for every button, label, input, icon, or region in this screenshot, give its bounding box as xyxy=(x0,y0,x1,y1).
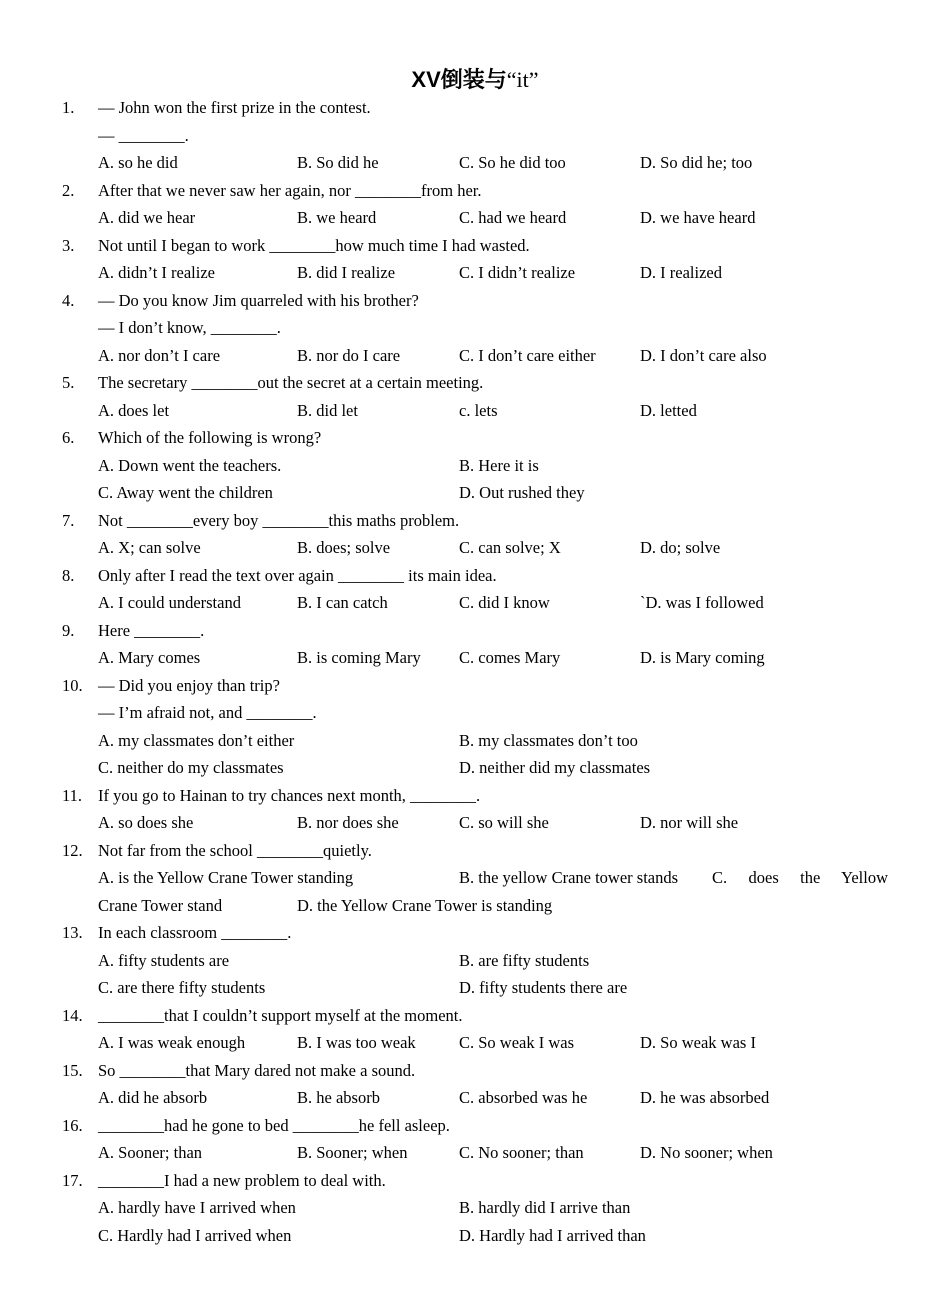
question-stem: If you go to Hainan to try chances next month, ________. xyxy=(98,786,481,805)
question-number: 11. xyxy=(62,786,83,805)
option-b: B. are fifty students xyxy=(459,951,590,970)
option-b: B. did I realize xyxy=(297,263,396,282)
option-c: C. had we heard xyxy=(459,208,567,227)
option-a: A. I was weak enough xyxy=(98,1033,246,1052)
title-prefix: XV xyxy=(411,67,441,92)
option-d: D. is Mary coming xyxy=(640,648,765,667)
option-d: D. Out rushed they xyxy=(459,483,585,502)
option-d: D. we have heard xyxy=(640,208,756,227)
option-a: A. did we hear xyxy=(98,208,196,227)
option-d: D. I don’t care also xyxy=(640,346,767,365)
option-c: C. can solve; X xyxy=(459,538,561,557)
option-a: A. my classmates don’t either xyxy=(98,731,295,750)
option-d: D. So weak was I xyxy=(640,1033,756,1052)
question-number: 9. xyxy=(62,621,75,640)
option-d: D. nor will she xyxy=(640,813,739,832)
question-number: 7. xyxy=(62,511,75,530)
option-a: A. hardly have I arrived when xyxy=(98,1198,296,1217)
question-stem: Only after I read the text over again ________ its main idea. xyxy=(98,566,497,585)
option-a: A. so does she xyxy=(98,813,194,832)
option-a: A. Sooner; than xyxy=(98,1143,203,1162)
option-c-continued: Crane Tower stand xyxy=(98,896,223,915)
question-stem: Not far from the school ________quietly. xyxy=(98,841,372,860)
question-number: 14. xyxy=(62,1006,83,1025)
option-d: D. the Yellow Crane Tower is standing xyxy=(297,896,553,915)
option-b: B. So did he xyxy=(297,153,379,172)
option-a: A. didn’t I realize xyxy=(98,263,215,282)
option-b: B. did let xyxy=(297,401,358,420)
question-stem: Here ________. xyxy=(98,621,205,640)
option-c: C. did I know xyxy=(459,593,550,612)
question-number: 3. xyxy=(62,236,75,255)
question-number: 6. xyxy=(62,428,75,447)
option-a: A. fifty students are xyxy=(98,951,230,970)
question-stem: Which of the following is wrong? xyxy=(98,428,322,447)
question-stem: Not ________every boy ________this maths problem. xyxy=(98,511,460,530)
question-stem: ________had he gone to bed ________he fell asleep. xyxy=(98,1116,450,1135)
option-b: B. my classmates don’t too xyxy=(459,731,638,750)
option-b: B. I was too weak xyxy=(297,1033,416,1052)
question-stem: So ________that Mary dared not make a sound. xyxy=(98,1061,416,1080)
option-a: A. I could understand xyxy=(98,593,241,612)
option-b: B. Sooner; when xyxy=(297,1143,408,1162)
option-c: C. Away went the children xyxy=(98,483,273,502)
question-stem: — Do you know Jim quarreled with his brother? xyxy=(98,291,419,310)
option-b: B. hardly did I arrive than xyxy=(459,1198,631,1217)
title-quoted: “it” xyxy=(506,67,539,92)
option-c: C. So weak I was xyxy=(459,1033,575,1052)
question-number: 10. xyxy=(62,676,83,695)
question-number: 13. xyxy=(62,923,83,942)
question-stem: — ________. xyxy=(98,126,189,145)
option-d: `D. was I followed xyxy=(640,593,764,612)
option-c: C. So he did too xyxy=(459,153,566,172)
option-d: D. Hardly had I arrived than xyxy=(459,1226,646,1245)
option-d: D. do; solve xyxy=(640,538,721,557)
option-b: B. I can catch xyxy=(297,593,388,612)
option-d: D. neither did my classmates xyxy=(459,758,651,777)
option-b: B. we heard xyxy=(297,208,377,227)
option-b: B. nor do I care xyxy=(297,346,401,365)
option-b: B. nor does she xyxy=(297,813,399,832)
question-stem: — I don’t know, ________. xyxy=(98,318,281,337)
option-c: c. lets xyxy=(459,401,498,420)
question-number: 2. xyxy=(62,181,75,200)
option-b: B. the yellow Crane tower stands xyxy=(459,868,679,887)
question-stem: After that we never saw her again, nor ________from her. xyxy=(98,181,482,200)
title-chinese: 倒装与 xyxy=(440,68,507,93)
option-d: D. So did he; too xyxy=(640,153,753,172)
option-a: A. Down went the teachers. xyxy=(98,456,282,475)
option-d: D. he was absorbed xyxy=(640,1088,770,1107)
question-number: 16. xyxy=(62,1116,83,1135)
option-b: B. is coming Mary xyxy=(297,648,421,667)
option-c: C. are there fifty students xyxy=(98,978,266,997)
question-stem: ________that I couldn’t support myself at the moment. xyxy=(98,1006,463,1025)
option-c: C. absorbed was he xyxy=(459,1088,588,1107)
question-number: 17. xyxy=(62,1171,83,1190)
question-stem: In each classroom ________. xyxy=(98,923,292,942)
option-b: B. does; solve xyxy=(297,538,391,557)
question-stem: ________I had a new problem to deal with. xyxy=(98,1171,386,1190)
option-c: C. does the Yellow xyxy=(712,868,888,887)
option-a: A. is the Yellow Crane Tower standing xyxy=(98,868,354,887)
question-stem: — Did you enjoy than trip? xyxy=(98,676,280,695)
option-a: A. Mary comes xyxy=(98,648,201,667)
option-d: D. I realized xyxy=(640,263,722,282)
option-c: C. I don’t care either xyxy=(459,346,596,365)
option-a: A. so he did xyxy=(98,153,178,172)
option-a: A. did he absorb xyxy=(98,1088,208,1107)
option-c: C. Hardly had I arrived when xyxy=(98,1226,292,1245)
page-title xyxy=(0,64,950,97)
question-stem: Not until I began to work ________how much time I had wasted. xyxy=(98,236,530,255)
option-d: D. No sooner; when xyxy=(640,1143,773,1162)
option-d: D. fifty students there are xyxy=(459,978,628,997)
option-a: A. does let xyxy=(98,401,170,420)
question-number: 8. xyxy=(62,566,75,585)
question-number: 15. xyxy=(62,1061,83,1080)
option-c: C. so will she xyxy=(459,813,549,832)
option-a: A. X; can solve xyxy=(98,538,201,557)
option-d: D. letted xyxy=(640,401,697,420)
question-number: 5. xyxy=(62,373,75,392)
question-number: 12. xyxy=(62,841,83,860)
option-c: C. I didn’t realize xyxy=(459,263,576,282)
option-a: A. nor don’t I care xyxy=(98,346,221,365)
option-c: C. comes Mary xyxy=(459,648,561,667)
option-c: C. No sooner; than xyxy=(459,1143,584,1162)
question-stem: — I’m afraid not, and ________. xyxy=(98,703,317,722)
question-number: 4. xyxy=(62,291,75,310)
option-b: B. Here it is xyxy=(459,456,539,475)
option-c: C. neither do my classmates xyxy=(98,758,284,777)
question-number: 1. xyxy=(62,98,75,117)
option-b: B. he absorb xyxy=(297,1088,380,1107)
question-stem: — John won the first prize in the contest. xyxy=(98,98,371,117)
question-stem: The secretary ________out the secret at a certain meeting. xyxy=(98,373,484,392)
